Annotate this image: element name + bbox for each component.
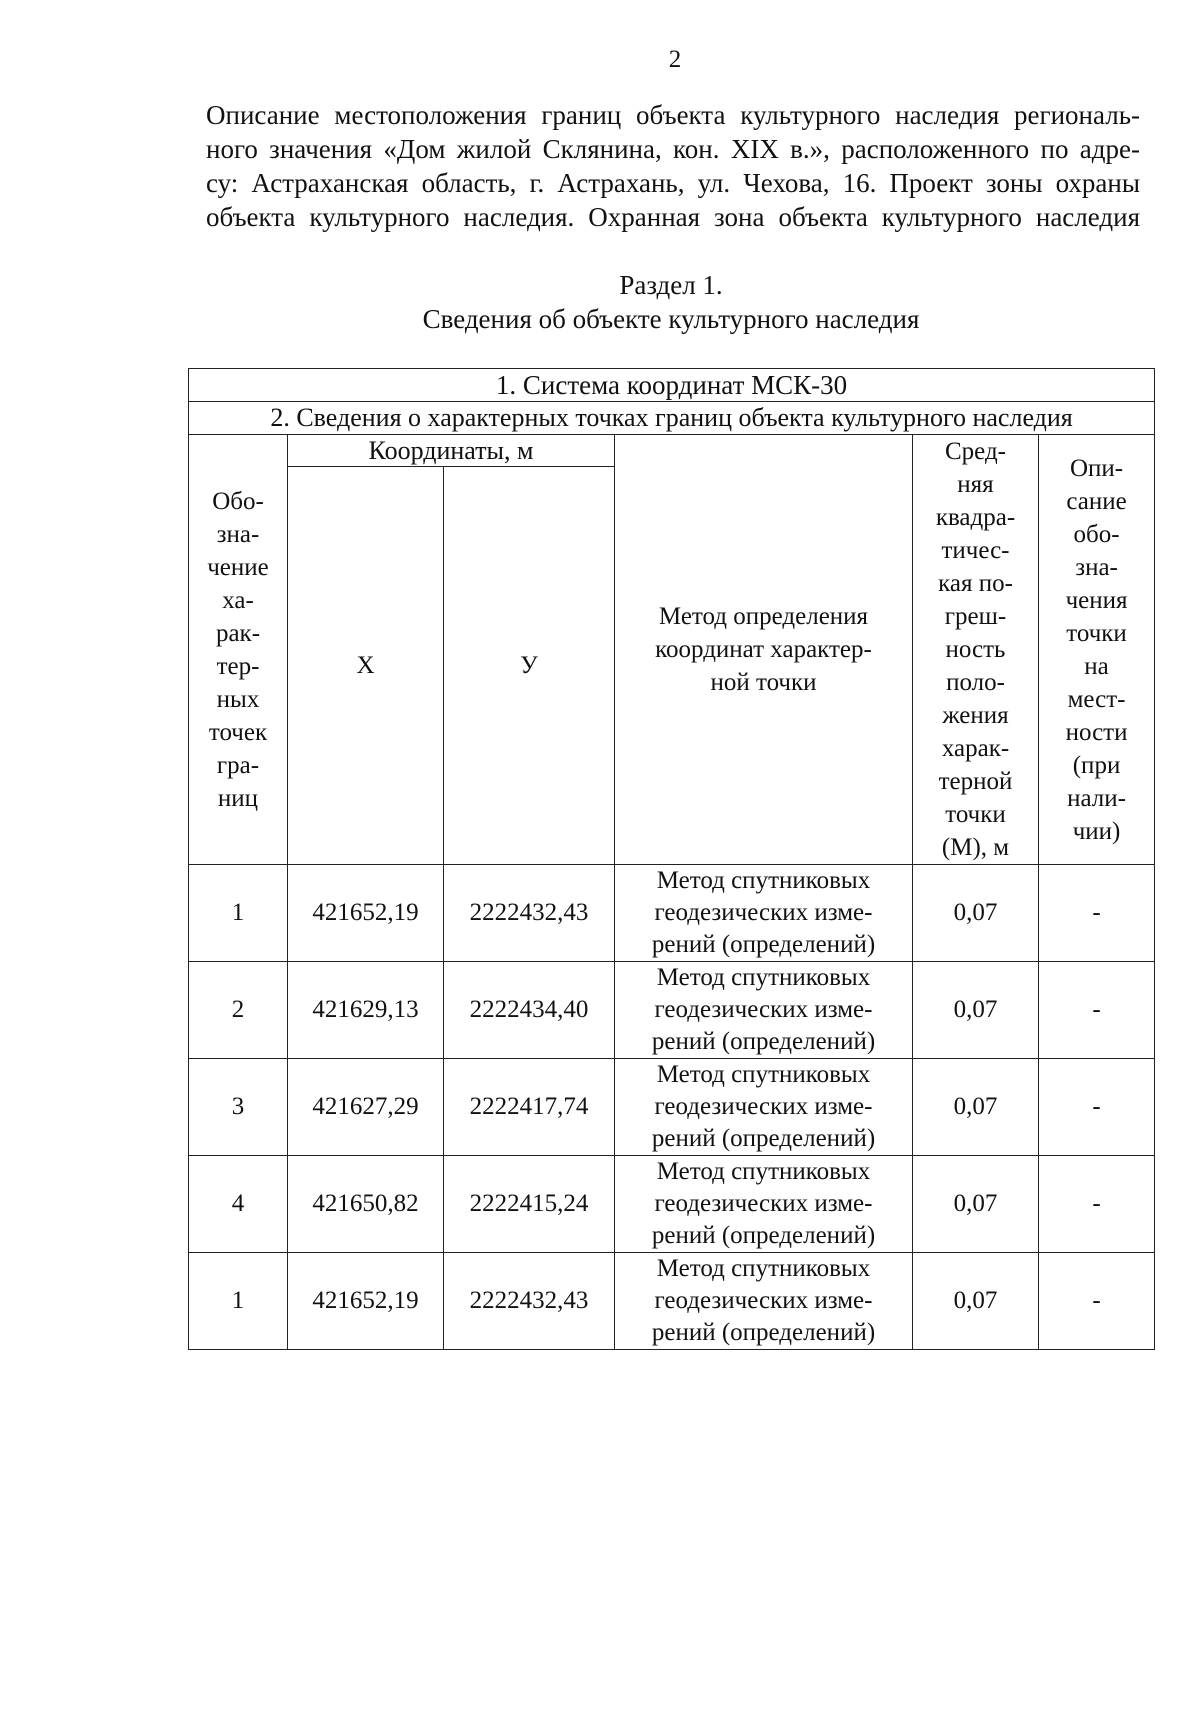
x-coordinate-cell: 421652,19 (288, 1253, 444, 1350)
method-cell (615, 865, 913, 962)
description-cell: - (1039, 1253, 1155, 1350)
header-text-line: няя (957, 471, 994, 498)
header-text-line: гра- (216, 751, 260, 779)
header-text-line: харак- (941, 735, 1010, 762)
intro-line: су: Астраханская область, г. Астрахань, ул. Чехова, 16. Проект зоны охраны (206, 168, 1140, 198)
table-row (189, 1059, 1155, 1156)
point-number-cell: 1 (189, 865, 288, 962)
description-cell: - (1039, 865, 1155, 962)
method-text-line: Метод спутниковых (656, 1061, 871, 1088)
points-info-cell: 2. Сведения о характерных точках границ объекта культурного наследия (189, 402, 1155, 435)
header-text-line: рак- (215, 619, 261, 647)
x-coordinate-cell: 421627,29 (288, 1059, 444, 1156)
header-text-line: тичес- (941, 537, 1010, 564)
y-header: У (444, 467, 615, 865)
method-text-line: геодезических изме- (654, 1287, 873, 1314)
method-text-line: рений (определений) (651, 1125, 876, 1152)
header-text-line: (при (1072, 751, 1121, 779)
header-text-line: координат характер- (655, 636, 872, 663)
header-row-top (189, 435, 1155, 467)
method-text-line: Метод спутниковых (656, 867, 871, 894)
header-text-line: ность (945, 636, 1006, 663)
header-text-line: мест- (1067, 685, 1126, 713)
point-number-cell: 3 (189, 1059, 288, 1156)
header-text-line: точки (1066, 619, 1127, 647)
header-text-line: ности (1065, 718, 1128, 746)
method-text-line: Метод спутниковых (656, 1158, 871, 1185)
points-table (188, 368, 1155, 1350)
point-number-cell: 2 (189, 962, 288, 1059)
method-cell (615, 1059, 913, 1156)
method-text-line: рений (определений) (651, 1222, 876, 1249)
header-text-line: квадра- (935, 504, 1016, 531)
method-text-line: Метод спутниковых (656, 964, 871, 991)
header-text-line: поло- (946, 669, 1005, 696)
header-text-line: ной точки (710, 669, 817, 696)
method-text-line: рений (определений) (651, 931, 876, 958)
header-text-line: нали- (1067, 784, 1126, 812)
method-text-line: геодезических изме- (654, 996, 873, 1023)
x-coordinate-cell: 421652,19 (288, 865, 444, 962)
intro-line: объекта культурного наследия. Охранная зона объекта культурного наследия (206, 202, 1140, 232)
header-text-line: терной (938, 768, 1013, 795)
header-text-line: Сред- (945, 438, 1006, 465)
y-coordinate-cell: 2222432,43 (444, 1253, 615, 1350)
point-number-cell: 4 (189, 1156, 288, 1253)
method-cell (615, 962, 913, 1059)
intro-paragraph (206, 98, 1140, 234)
header-text-line: зна- (216, 520, 260, 548)
description-cell: - (1039, 1156, 1155, 1253)
table-row (189, 962, 1155, 1059)
method-text-line: геодезических изме- (654, 1190, 873, 1217)
header-text-line: обо- (1073, 520, 1120, 548)
x-coordinate-cell: 421650,82 (288, 1156, 444, 1253)
designation-header (189, 435, 288, 865)
header-text-line: греш- (944, 603, 1007, 630)
intro-line: Описание местоположения границ объекта культурного наследия региональ- (206, 100, 1140, 130)
description-header (1039, 435, 1155, 865)
coordinates-header: Координаты, м (288, 435, 615, 467)
error-value-cell: 0,07 (913, 962, 1039, 1059)
error-header (913, 435, 1039, 865)
method-text-line: геодезических изме- (654, 899, 873, 926)
header-text-line: чение (207, 553, 269, 581)
header-text-line: точки (945, 801, 1006, 828)
y-coordinate-cell: 2222432,43 (444, 865, 615, 962)
point-number-cell: 1 (189, 1253, 288, 1350)
header-text-line: ниц (217, 784, 259, 812)
method-header (615, 435, 913, 865)
header-text-line: зна- (1075, 553, 1118, 581)
x-header: Х (288, 467, 444, 865)
intro-line: ного значения «Дом жилой Склянина, кон. XIX в.», расположенного по адре- (206, 134, 1140, 164)
method-text-line: рений (определений) (651, 1028, 876, 1055)
error-value-cell: 0,07 (913, 865, 1039, 962)
error-value-cell: 0,07 (913, 1253, 1039, 1350)
method-cell (615, 1156, 913, 1253)
section-heading (188, 268, 1154, 336)
y-coordinate-cell: 2222415,24 (444, 1156, 615, 1253)
header-text-line: Обо- (212, 487, 264, 515)
x-coordinate-cell: 421629,13 (288, 962, 444, 1059)
header-text-line: кая по- (938, 570, 1013, 597)
header-text-line: ных (216, 685, 260, 713)
header-text-line: жения (942, 702, 1009, 729)
description-cell: - (1039, 962, 1155, 1059)
header-text-line: точек (208, 718, 268, 746)
coordinate-system-cell: 1. Система координат МСК-30 (189, 369, 1155, 402)
header-text-line: (М), м (941, 834, 1010, 861)
method-cell (615, 1253, 913, 1350)
header-text-line: на (1084, 652, 1109, 680)
method-text-line: Метод спутниковых (656, 1255, 871, 1282)
y-coordinate-cell: 2222434,40 (444, 962, 615, 1059)
header-text-line: ха- (222, 586, 254, 614)
table-row (189, 1156, 1155, 1253)
table-row (189, 1253, 1155, 1350)
header-text-line: Опи- (1069, 454, 1124, 482)
section-number: Раздел 1. (619, 270, 723, 300)
error-value-cell: 0,07 (913, 1156, 1039, 1253)
system-row (189, 369, 1155, 402)
method-text-line: рений (определений) (651, 1319, 876, 1346)
page-number: 2 (668, 46, 682, 73)
header-text-line: чии) (1072, 817, 1121, 845)
y-coordinate-cell: 2222417,74 (444, 1059, 615, 1156)
description-cell: - (1039, 1059, 1155, 1156)
header-text-line: тер- (216, 652, 260, 680)
method-text-line: геодезических изме- (654, 1093, 873, 1120)
section-title: Сведения об объекте культурного наследия (422, 304, 920, 334)
error-value-cell: 0,07 (913, 1059, 1039, 1156)
points-info-row (189, 402, 1155, 435)
header-text-line: чения (1065, 586, 1128, 614)
table-row (189, 865, 1155, 962)
header-text-line: Метод определения (658, 603, 869, 630)
header-text-line: сание (1066, 487, 1127, 515)
